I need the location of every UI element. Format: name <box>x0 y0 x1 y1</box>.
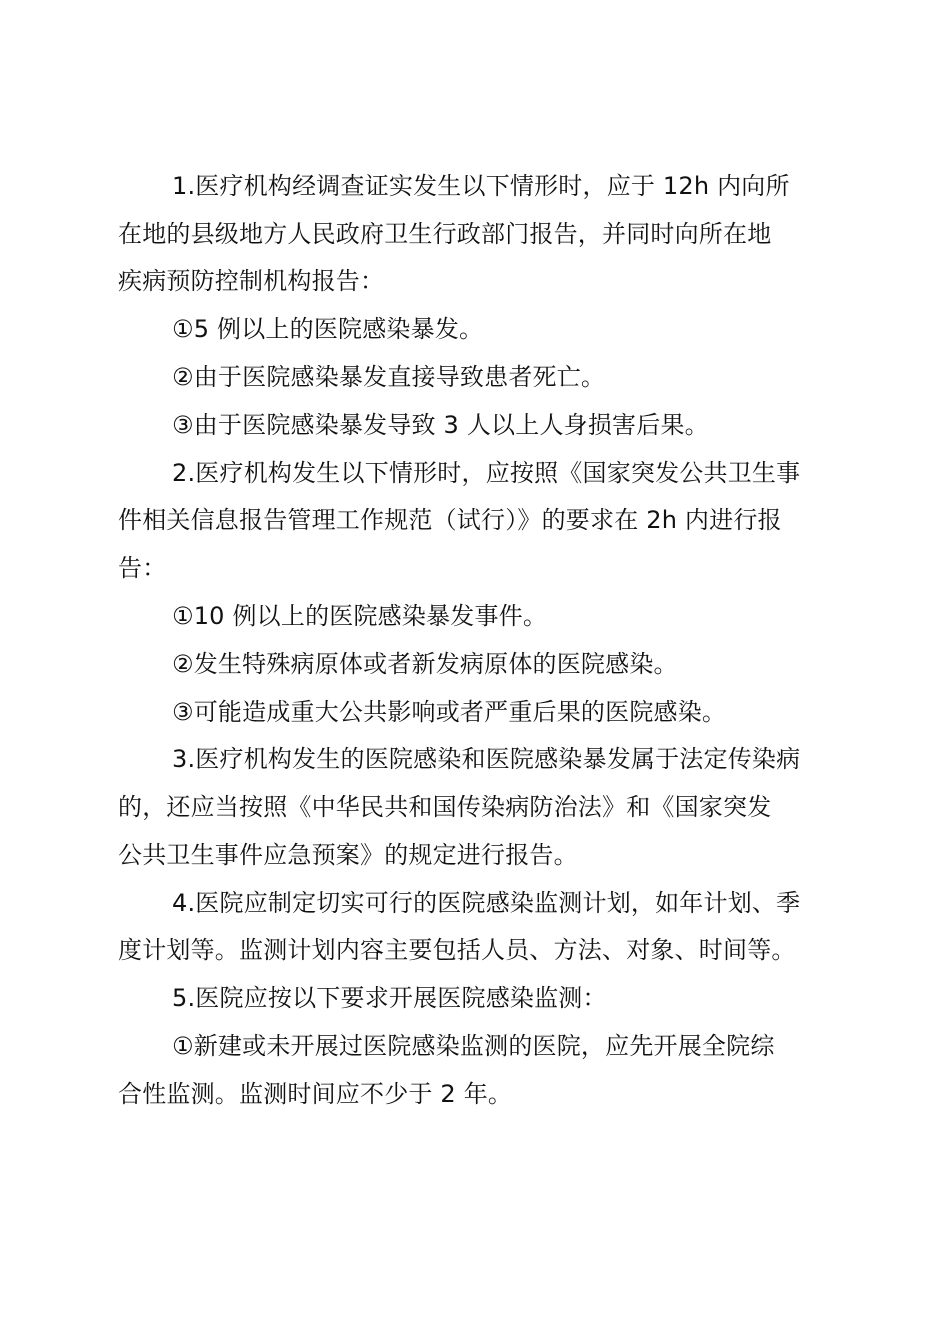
para-4-line-2: 度计划等。监测计划内容主要包括人员、方法、对象、时间等。 <box>118 936 796 964</box>
para-2-line-1: 2.医疗机构发生以下情形时，应按照《国家突发公共卫生事 <box>172 459 801 487</box>
para-1-line-1: 1.医疗机构经调查证实发生以下情形时，应于 12h 内向所 <box>172 172 790 200</box>
para-1-line-2: 在地的县级地方人民政府卫生行政部门报告，并同时向所在地 <box>118 220 772 248</box>
para-1-line-3: 疾病预防控制机构报告： <box>118 267 385 295</box>
para-2-line-3: 告： <box>118 554 167 582</box>
item-1-3: ③由于医院感染暴发导致 3 人以上人身损害后果。 <box>172 411 709 439</box>
item-1-2: ②由于医院感染暴发直接导致患者死亡。 <box>172 363 606 391</box>
para-4-line-1: 4.医院应制定切实可行的医院感染监测计划，如年计划、季 <box>172 889 801 917</box>
item-2-1: ①10 例以上的医院感染暴发事件。 <box>172 602 548 630</box>
para-5-line-1: 5.医院应按以下要求开展医院感染监测： <box>172 984 607 1012</box>
item-2-2: ②发生特殊病原体或者新发病原体的医院感染。 <box>172 650 678 678</box>
item-5-1-line-1: ①新建或未开展过医院感染监测的医院，应先开展全院综 <box>172 1032 775 1060</box>
item-2-3: ③可能造成重大公共影响或者严重后果的医院感染。 <box>172 698 727 726</box>
para-3-line-3: 公共卫生事件应急预案》的规定进行报告。 <box>118 841 578 869</box>
item-1-1: ①5 例以上的医院感染暴发。 <box>172 315 484 343</box>
para-3-line-1: 3.医疗机构发生的医院感染和医院感染暴发属于法定传染病 <box>172 745 801 773</box>
item-5-1-line-2: 合性监测。监测时间应不少于 2 年。 <box>118 1080 513 1108</box>
para-2-line-2: 件相关信息报告管理工作规范（试行）》的要求在 2h 内进行报 <box>118 506 782 534</box>
para-3-line-2: 的，还应当按照《中华民共和国传染病防治法》和《国家突发 <box>118 793 772 821</box>
